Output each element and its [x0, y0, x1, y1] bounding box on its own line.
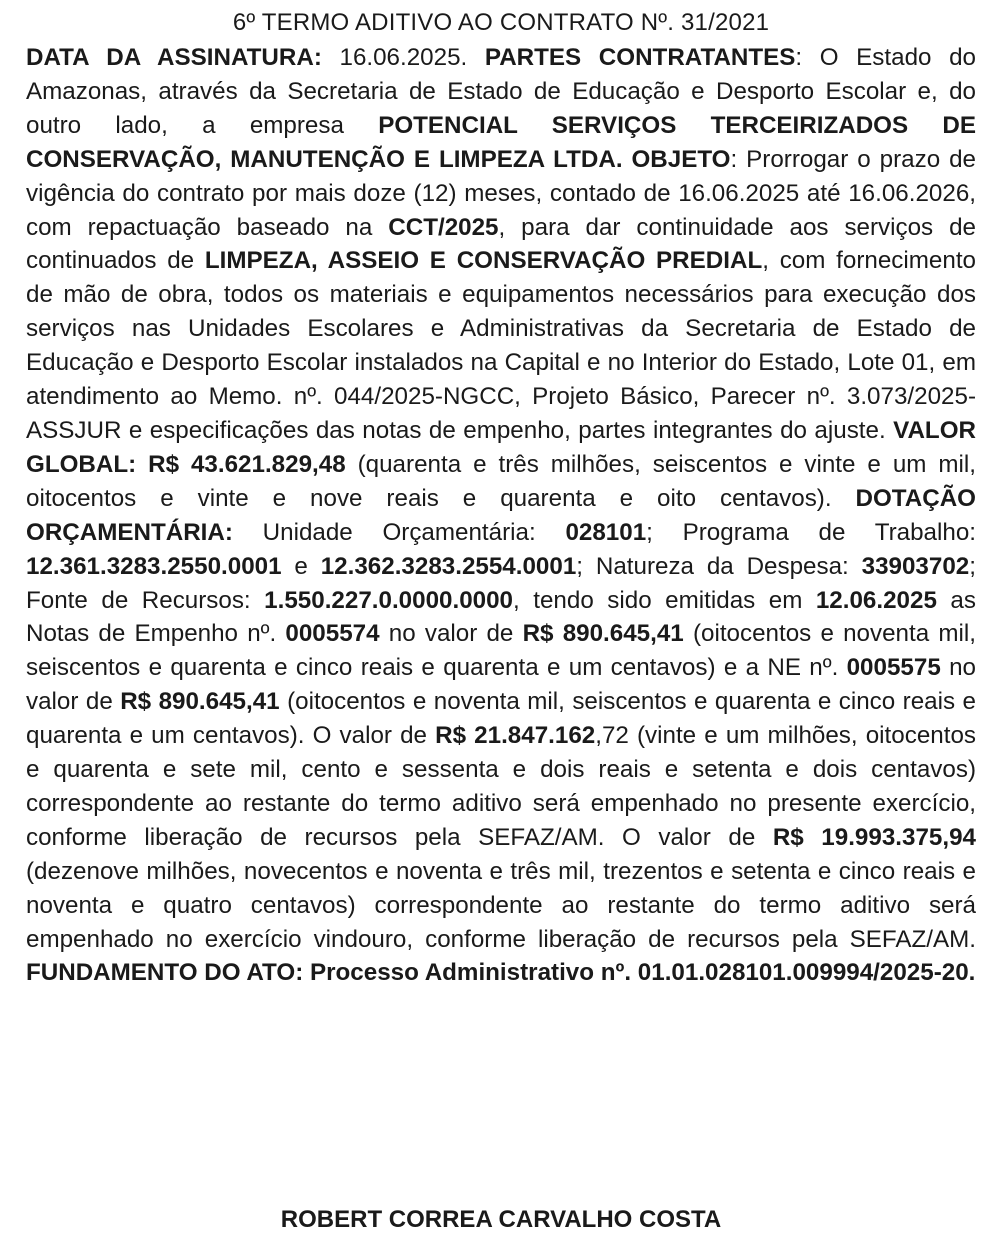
segment-empenho-2: 0005575	[846, 654, 941, 682]
segment-text: no valor de	[379, 620, 523, 648]
segment-text: : Prorrogar o prazo de vigência do contrato por mais doze (12) meses, contado de 16.06.2025 até 16.06.2026, com repactuação baseado na	[26, 145, 976, 241]
segment-unidade: 028101	[565, 518, 647, 546]
segment-natureza: 33903702	[861, 552, 970, 580]
segment-fundamento: FUNDAMENTO DO ATO: Processo Administrativo nº. 01.01.028101.009994/2025-20.	[26, 959, 976, 987]
segment-text: ; Fonte de Recursos:	[26, 552, 976, 614]
segment-valor-3: R$ 21.847.162	[435, 722, 596, 750]
segment-text: (oitocentos e noventa mil, seiscentos e quarenta e cinco reais e quarenta e um centavos) e a NE nº.	[26, 620, 976, 682]
segment-text: , para dar continuidade aos serviços de continuados de	[26, 213, 976, 275]
segment-valor-1: R$ 890.645,41	[522, 620, 684, 648]
segment-data-emissao: 12.06.2025	[815, 586, 937, 614]
segment-text: , tendo sido emitidas em	[513, 586, 816, 614]
signature-name: ROBERT CORREA CARVALHO COSTA	[280, 1206, 722, 1233]
segment-text: Unidade Orçamentária:	[232, 518, 566, 546]
segment-service-type: LIMPEZA, ASSEIO E CONSERVAÇÃO PREDIAL	[204, 247, 763, 275]
segment-programa-1: 12.361.3283.2550.0001	[26, 552, 282, 580]
segment-label-data-assinatura: DATA DA ASSINATURA:	[26, 44, 322, 71]
segment-fonte: 1.550.227.0.0000.0000	[264, 586, 514, 614]
segment-text: : O Estado do Amazonas, através da Secretaria de Estado de Educação e Desporto Escolar e, do outro lado, a empresa	[26, 44, 976, 139]
segment-cct: CCT/2025	[388, 213, 499, 241]
segment-valor-global: VALOR GLOBAL: R$ 43.621.829,48	[26, 416, 976, 478]
document-title: 6º TERMO ADITIVO AO CONTRATO Nº. 31/2021	[232, 9, 770, 36]
segment-text: ,72 (vinte e um milhões, oitocentos e quarenta e sete mil, cento e sessenta e dois reais e setenta e dois centavos) correspondente ao restante do termo aditivo será empenhado no presente exercício, conforme liberação de recursos pela SEFAZ/AM. O valor de	[26, 722, 976, 851]
segment-company-name: POTENCIAL SERVIÇOS TERCEIRIZADOS DE CONSERVAÇÃO, MANUTENÇÃO E LIMPEZA LTDA. OBJETO	[26, 111, 976, 173]
segment-text: 16.06.2025.	[321, 44, 485, 71]
segment-text: no valor de	[26, 654, 976, 716]
segment-valor-2: R$ 890.645,41	[120, 688, 280, 716]
segment-valor-4: R$ 19.993.375,94	[772, 823, 976, 851]
segment-text: (oitocentos e noventa mil, seiscentos e quarenta e cinco reais e quarenta e um centavos). O valor de	[26, 688, 976, 750]
segment-text: ; Natureza da Despesa:	[576, 552, 862, 580]
segment-label-partes: PARTES CONTRATANTES	[484, 44, 796, 71]
segment-empenho-1: 0005574	[285, 620, 380, 648]
segment-programa-2: 12.362.3283.2554.0001	[320, 552, 577, 580]
document	[26, 8, 976, 990]
document-body	[26, 41, 976, 990]
segment-text: (dezenove milhões, novecentos e noventa e três mil, trezentos e setenta e cinco reais e noventa e quatro centavos) correspondente ao restante do termo aditivo será empenhado no exercício vindouro, conforme liberação de recursos pela SEFAZ/AM.	[26, 857, 976, 953]
segment-text: (quarenta e três milhões, seiscentos e vinte e um mil, oitocentos e vinte e nove reais e quarenta e oito centavos).	[26, 450, 976, 512]
segment-text: ; Programa de Trabalho:	[646, 518, 976, 546]
segment-text: e	[281, 552, 321, 580]
segment-label-dotacao: DOTAÇÃO ORÇAMENTÁRIA:	[26, 484, 976, 546]
segment-text: , com fornecimento de mão de obra, todos os materiais e equipamentos necessários para execução dos serviços nas Unidades Escolares e Administrativas da Secretaria de Estado de Educação e Desporto Escolar instalados na Capital e no Interior do Estado, Lote 01, em atendimento ao Memo. nº. 044/2025-NGCC, Projeto Básico, Parecer nº. 3.073/2025-ASSJUR e especificações das notas de empenho, partes integrantes do ajuste.	[26, 247, 976, 444]
segment-text: as Notas de Empenho nº.	[26, 586, 976, 648]
